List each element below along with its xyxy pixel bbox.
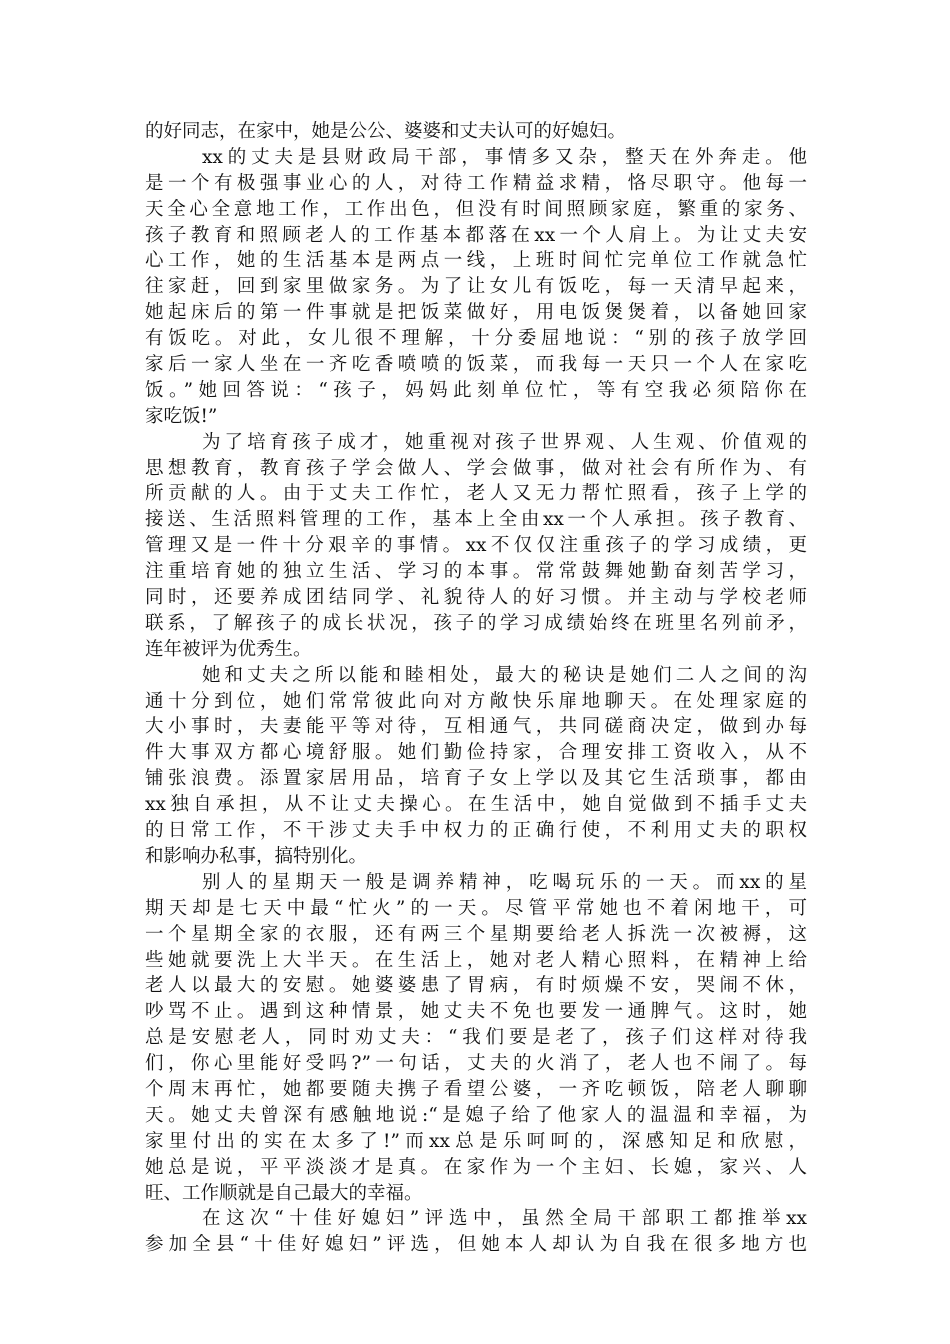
text-line: 的好同志，在家中，她是公公、婆婆和丈夫认可的好媳妇。 <box>145 121 627 142</box>
text-line: 旺、工作顺就是自己最大的幸福。 <box>145 1182 423 1204</box>
text-line: 个周末再忙，她都要随夫携子看望公婆，一齐吃顿饭，陪老人聊聊 <box>145 1078 807 1100</box>
text-line: 参加全县“十佳好媳妇”评选，但她本人却认为自我在很多地方也 <box>145 1234 807 1256</box>
text-line: 大小事时，夫妻能平等对待，互相通气，共同磋商决定，做到办每 <box>145 716 807 738</box>
text-line: 们，你心里能好受吗?”一句话，丈夫的火消了，老人也不闹了。每 <box>145 1053 807 1075</box>
text-line: 同时，还要养成团结同学、礼貌待人的好习惯。并主动与学校老师 <box>145 587 807 609</box>
text-line: 为了培育孩子成才，她重视对孩子世界观、人生观、价值观的 <box>202 431 807 453</box>
text-line: 的日常工作，不干涉丈夫手中权力的正确行使，不利用丈夫的职权 <box>145 820 807 842</box>
text-line: 天。她丈夫曾深有感触地说:“是媳子给了他家人的温温和幸福，为 <box>145 1104 807 1126</box>
text-line: 在这次“十佳好媳妇”评选中，虽然全局干部职工都推举xx <box>202 1208 807 1230</box>
text-line: 一个星期全家的衣服，还有两三个星期要给老人拆洗一次被褥，这 <box>145 923 807 945</box>
text-line: 她起床后的第一件事就是把饭菜做好，用电饭煲煲着，以备她回家 <box>145 302 807 324</box>
text-line: 家里付出的实在太多了!”而xx总是乐呵呵的，深感知足和欣慰， <box>145 1130 807 1152</box>
text-line: 管理又是一件十分艰辛的事情。xx不仅仅注重孩子的学习成绩，更 <box>145 535 807 557</box>
text-line: 她总是说，平平淡淡才是真。在家作为一个主妇、长媳，家兴、人 <box>145 1156 807 1178</box>
text-line: 接送、生活照料管理的工作，基本上全由xx一个人承担。孩子教育、 <box>145 509 807 531</box>
text-line: 联系，了解孩子的成长状况，孩子的学习成绩始终在班里名列前矛， <box>145 612 807 634</box>
text-line: 是一个有极强事业心的人，对待工作精益求精，恪尽职守。他每一 <box>145 172 807 194</box>
body-text <box>145 119 807 1258</box>
text-line: 和影响办私事，搞特别化。 <box>145 845 368 867</box>
text-line: 老人以最大的安慰。她婆婆患了胃病，有时烦燥不安，哭闹不休， <box>145 975 807 997</box>
text-line: 孩子教育和照顾老人的工作基本都落在xx一个人肩上。为让丈夫安 <box>145 224 807 246</box>
text-line: 往家赶，回到家里做家务。为了让女儿有饭吃，每一天清早起来， <box>145 276 807 298</box>
text-line: 家吃饭!” <box>145 405 218 427</box>
text-line: 有饭吃。对此，女儿很不理解，十分委屈地说：“别的孩子放学回 <box>145 328 807 350</box>
text-line: xx的丈夫是县财政局干部，事情多又杂，整天在外奔走。他 <box>202 146 807 168</box>
text-line: 别人的星期天一般是调养精神，吃喝玩乐的一天。而xx的星 <box>202 871 807 893</box>
text-line: 通十分到位，她们常常彼此向对方敞快乐扉地聊天。在处理家庭的 <box>145 690 807 712</box>
text-line: 件大事双方都心境舒服。她们勤俭持家，合理安排工资收入，从不 <box>145 742 807 764</box>
text-line: 总是安慰老人，同时劝丈夫：“我们要是老了，孩子们这样对待我 <box>145 1027 807 1049</box>
text-line: 注重培育她的独立生活、学习的本事。常常鼓舞她勤奋刻苦学习， <box>145 561 807 583</box>
text-line: 思想教育，教育孩子学会做人、学会做事，做对社会有所作为、有 <box>145 457 807 479</box>
text-line: 连年被评为优秀生。 <box>145 638 312 660</box>
text-line: 心工作，她的生活基本是两点一线，上班时间忙完单位工作就急忙 <box>145 250 807 272</box>
text-line: 铺张浪费。添置家居用品，培育子女上学以及其它生活琐事，都由 <box>145 768 807 790</box>
text-line: 她和丈夫之所以能和睦相处，最大的秘诀是她们二人之间的沟 <box>202 664 807 686</box>
text-line: 天全心全意地工作，工作出色，但没有时间照顾家庭，繁重的家务、 <box>145 198 807 220</box>
text-line: 家后一家人坐在一齐吃香喷喷的饭菜，而我每一天只一个人在家吃 <box>145 354 807 376</box>
text-line: 所贡献的人。由于丈夫工作忙，老人又无力帮忙照看，孩子上学的 <box>145 483 807 505</box>
text-line: 期天却是七天中最“忙火”的一天。尽管平常她也不着闲地干，可 <box>145 897 807 919</box>
text-line: 些她就要洗上大半天。在生活上，她对老人精心照料，在精神上给 <box>145 949 807 971</box>
text-line: xx独自承担，从不让丈夫操心。在生活中，她自觉做到不插手丈夫 <box>145 794 807 816</box>
text-line: 饭。”她回答说：“孩子，妈妈此刻单位忙，等有空我必须陪你在 <box>145 379 807 401</box>
text-line: 吵骂不止。遇到这种情景，她丈夫不免也要发一通脾气。这时，她 <box>145 1001 807 1023</box>
